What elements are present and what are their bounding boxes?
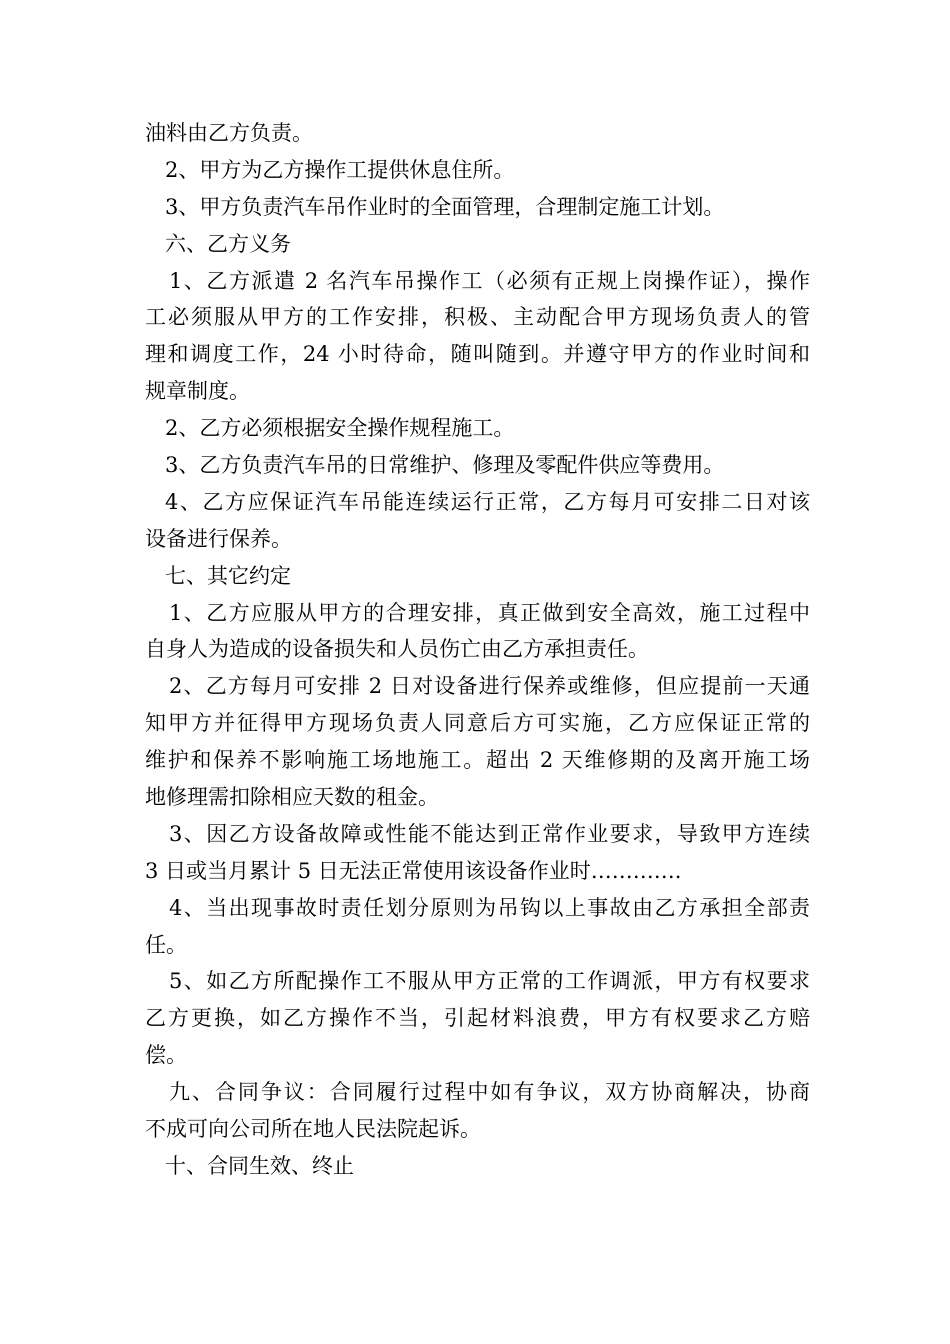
- paragraph-line: 地修理需扣除相应天数的租金。: [145, 785, 439, 810]
- paragraph-line: 2、乙方必须根据安全操作规程施工。: [165, 416, 515, 441]
- document-page: [145, 115, 810, 1185]
- paragraph-line: 油料由乙方负责。: [145, 121, 313, 145]
- paragraph-line: 2、甲方为乙方操作工提供休息住所。: [165, 157, 515, 182]
- paragraph-line: 工必须服从甲方的工作安排，积极、主动配合甲方现场负责人的管: [145, 305, 810, 330]
- paragraph-line: 4、乙方应保证汽车吊能连续运行正常，乙方每月可安排二日对该: [165, 489, 810, 514]
- section-heading: 十、合同生效、终止: [165, 1153, 354, 1178]
- paragraph-line: 5、如乙方所配操作工不服从甲方正常的工作调派，甲方有权要求: [169, 969, 810, 994]
- paragraph-line: 知甲方并征得甲方现场负责人同意后方可实施，乙方应保证正常的: [145, 711, 810, 736]
- paragraph-line: 1、乙方派遣 2 名汽车吊操作工（必须有正规上岗操作证），操作: [169, 268, 810, 293]
- paragraph-line: 3、甲方负责汽车吊作业时的全面管理，合理制定施工计划。: [165, 194, 725, 219]
- section-heading: 六、乙方义务: [165, 231, 291, 256]
- paragraph-line: 维护和保养不影响施工场地施工。超出 2 天维修期的及离开施工场: [145, 748, 810, 773]
- paragraph-line: 自身人为造成的设备损失和人员伤亡由乙方承担责任。: [145, 637, 649, 662]
- paragraph-line: 乙方更换，如乙方操作不当，引起材料浪费，甲方有权要求乙方赔: [145, 1006, 810, 1031]
- paragraph-line: 3、乙方负责汽车吊的日常维护、修理及零配件供应等费用。: [165, 453, 725, 478]
- paragraph-line: 不成可向公司所在地人民法院起诉。: [145, 1117, 481, 1142]
- paragraph-line: 理和调度工作，24 小时待命，随叫随到。并遵守甲方的作业时间和: [145, 342, 810, 367]
- section-heading: 七、其它约定: [165, 563, 291, 588]
- paragraph-line: 3 日或当月累计 5 日无法正常使用该设备作业时………….: [145, 858, 682, 883]
- paragraph-line: 1、乙方应服从甲方的合理安排，真正做到安全高效，施工过程中: [169, 600, 810, 625]
- paragraph-line: 偿。: [145, 1043, 187, 1068]
- paragraph-line: 2、乙方每月可安排 2 日对设备进行保养或维修，但应提前一天通: [169, 674, 810, 699]
- paragraph-line: 4、当出现事故时责任划分原则为吊钩以上事故由乙方承担全部责: [169, 895, 810, 920]
- paragraph-line: 3、因乙方设备故障或性能不能达到正常作业要求，导致甲方连续: [169, 821, 810, 846]
- section-heading: 九、合同争议：合同履行过程中如有争议，双方协商解决，协商: [169, 1080, 810, 1105]
- paragraph-line: 设备进行保养。: [145, 526, 292, 551]
- paragraph-line: 规章制度。: [145, 379, 250, 404]
- paragraph-line: 任。: [145, 932, 187, 957]
